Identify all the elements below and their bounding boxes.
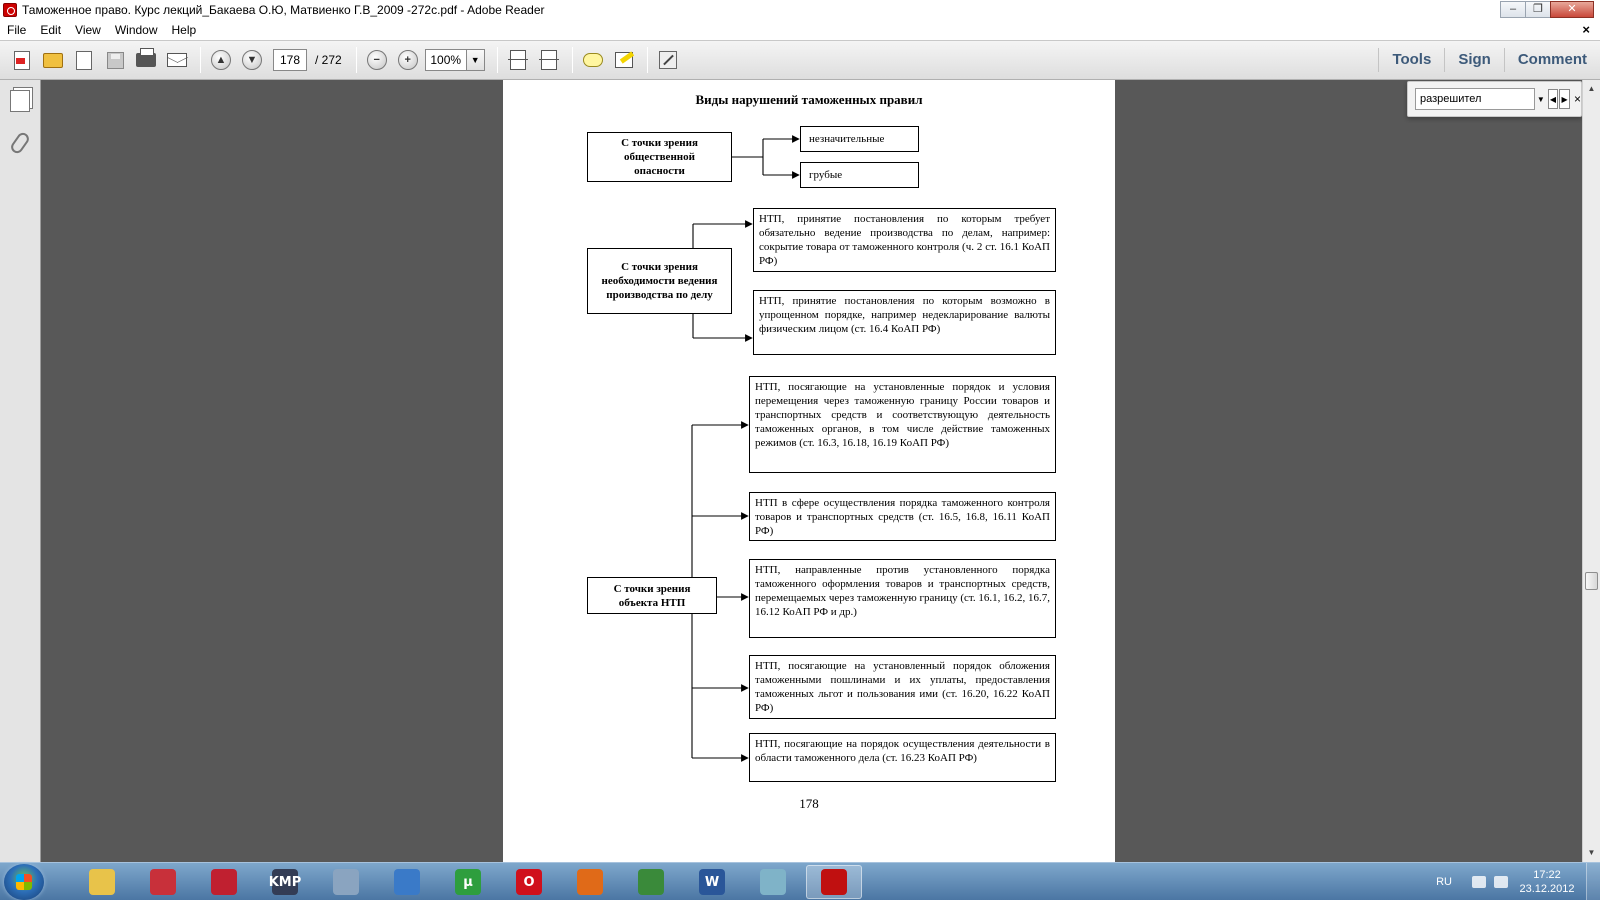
toolbar-separator [647, 47, 648, 73]
find-next-button[interactable]: ▶ [1559, 89, 1570, 109]
open-folder-icon [43, 53, 63, 68]
highlighter-icon [615, 52, 633, 68]
edit-document-icon [76, 51, 92, 70]
arrow-up-icon: ▲ [211, 50, 231, 70]
taskbar [0, 862, 1600, 900]
minimize-button[interactable]: – [1500, 1, 1526, 18]
violation-type-box: НТП, принятие постановления по которым возможно в упрощенном порядке, например недекларирование валюты физическим лицом (ст. 16.4 КоАП РФ) [753, 290, 1056, 355]
scroll-thumb[interactable] [1585, 572, 1598, 590]
violation-type-box: НТП в сфере осуществления порядка таможенного контроля товаров и транспортных средств (ст. 16.5, 16.8, 16.11 КоАП РФ) [749, 492, 1056, 541]
taskbar-windows-explorer[interactable] [74, 865, 130, 899]
scroll-mode-icon [510, 50, 526, 70]
page-count: / 272 [315, 53, 342, 67]
criterion-box: С точки зрения необходимости ведения производства по делу [587, 248, 732, 314]
page-heading: Виды нарушений таможенных правил [695, 92, 923, 107]
create-pdf-icon [14, 51, 30, 70]
toolbar-separator [572, 47, 573, 73]
utorrent-icon: µ [455, 869, 481, 895]
kmplayer-icon: KMP [272, 869, 298, 895]
zoom-level-input[interactable]: 100% [425, 49, 467, 71]
email-button[interactable] [163, 46, 191, 74]
plus-icon: + [398, 50, 418, 70]
find-input[interactable] [1415, 88, 1535, 110]
find-toolbar [1407, 81, 1582, 117]
fit-page-icon [541, 50, 557, 70]
violation-type-box: незначительные [800, 126, 919, 152]
arrow-down-icon: ▼ [242, 50, 262, 70]
start-button[interactable] [4, 864, 44, 900]
sign-pane-button[interactable]: Sign [1444, 48, 1504, 72]
document-viewport [41, 80, 1582, 862]
network-icon[interactable] [1472, 876, 1486, 888]
comment-pane-button[interactable]: Comment [1504, 48, 1600, 72]
open-button[interactable] [39, 46, 67, 74]
windows-explorer-icon [89, 869, 115, 895]
toolbar-separator [200, 47, 201, 73]
scroll-up-arrow[interactable]: ▲ [1587, 84, 1596, 93]
page-number-input[interactable]: 178 [273, 49, 307, 71]
tools-pane-button[interactable]: Tools [1378, 48, 1444, 72]
print-button[interactable] [132, 46, 160, 74]
navigation-pane [0, 80, 41, 862]
taskbar-media-player[interactable] [135, 865, 191, 899]
mail-app-icon [211, 869, 237, 895]
toolbar-separator [497, 47, 498, 73]
toolbar-right-panels [1378, 41, 1600, 79]
violation-type-box: НТП, направленные против установленного порядка таможенного оформления товаров и транспортных средств, перемещаемых через таможенную границу (ст. 16.1, 16.2, 16.7, 16.12 КоАП РФ и др.) [749, 559, 1056, 638]
system-tray [1436, 863, 1600, 900]
window-title: Таможенное право. Курс лекций_Бакаева О.Ю, Матвиенко Г.В_2009 -272c.pdf - Adobe Reader [22, 3, 545, 17]
zoom-dropdown-button[interactable]: ▼ [467, 49, 485, 71]
menu-edit[interactable]: Edit [40, 23, 62, 37]
taskbar-calculator[interactable] [318, 865, 374, 899]
ms-word-icon: W [699, 869, 725, 895]
taskbar-firefox[interactable] [562, 865, 618, 899]
volume-icon[interactable] [1494, 876, 1508, 888]
violation-type-box: НТП, посягающие на установленный порядок обложения таможенными пошлинами и их уплаты, предоставления таможенных льгот и пользования ими (ст. 16.20, 16.22 КоАП РФ) [749, 655, 1056, 719]
toolbar-separator [356, 47, 357, 73]
clock[interactable] [1516, 868, 1578, 896]
sticky-note-button[interactable] [579, 46, 607, 74]
pdf-page [503, 80, 1115, 862]
find-close-button[interactable]: × [1573, 92, 1581, 106]
previous-page-button[interactable] [207, 46, 235, 74]
violation-type-box: грубые [800, 162, 919, 188]
title-bar [0, 0, 1600, 20]
attachments-icon[interactable] [9, 131, 31, 156]
menu-view[interactable]: View [75, 23, 101, 37]
menu-help[interactable]: Help [171, 23, 197, 37]
minus-icon: − [367, 50, 387, 70]
zoom-in-button[interactable] [394, 46, 422, 74]
printer-icon [136, 53, 156, 67]
zoom-out-button[interactable] [363, 46, 391, 74]
page-thumbnails-icon[interactable] [10, 90, 30, 112]
scroll-down-arrow[interactable]: ▼ [1587, 848, 1596, 857]
violation-type-box: НТП, посягающие на установленные порядок и условия перемещения через таможенную границу России товаров и транспортных средств и соответствующую деятельность таможенных органов, в том числе действие таможенных режимов (ст. 16.3, 16.18, 16.19 КоАП РФ) [749, 376, 1056, 473]
expand-icon [659, 51, 677, 69]
adobe-reader-icon [3, 3, 17, 17]
violation-type-box: НТП, посягающие на порядок осуществления деятельности в области таможенного дела (ст. 16.23 КоАП РФ) [749, 733, 1056, 782]
clock-time: 17:22 [1533, 869, 1561, 881]
taskbar-safari[interactable] [379, 865, 435, 899]
find-previous-button[interactable]: ◀ [1548, 89, 1559, 109]
taskbar-kmplayer[interactable] [257, 865, 313, 899]
fit-page-button[interactable] [535, 46, 563, 74]
criterion-box: С точки зрения объекта НТП [587, 577, 717, 614]
scrolling-mode-button[interactable] [504, 46, 532, 74]
clock-date: 23.12.2012 [1519, 883, 1575, 895]
firefox-icon [577, 869, 603, 895]
vertical-scrollbar[interactable] [1582, 80, 1600, 862]
chrome-icon [638, 869, 664, 895]
taskbar-opera[interactable] [501, 865, 557, 899]
create-pdf-button[interactable] [8, 46, 36, 74]
violation-type-box: НТП, принятие постановления по которым требует обязательно ведение производства по делам, например: сокрытие товара от таможенного контроля (ч. 2 ст. 16.1 КоАП РФ) [753, 208, 1056, 272]
highlight-button[interactable] [610, 46, 638, 74]
taskbar-ms-word[interactable] [684, 865, 740, 899]
notepad-icon [760, 869, 786, 895]
main-toolbar [0, 40, 1600, 80]
comment-bubble-icon [583, 53, 603, 67]
edit-pdf-button[interactable] [70, 46, 98, 74]
show-desktop-button[interactable] [1586, 863, 1600, 900]
calculator-icon [333, 869, 359, 895]
safari-icon [394, 869, 420, 895]
close-button[interactable]: ✕ [1550, 1, 1594, 18]
taskbar-notepad[interactable] [745, 865, 801, 899]
menu-window[interactable]: Window [114, 23, 158, 37]
save-icon [107, 52, 124, 69]
taskbar-mail-app[interactable] [196, 865, 252, 899]
taskbar-utorrent[interactable] [440, 865, 496, 899]
taskbar-chrome[interactable] [623, 865, 679, 899]
maximize-button[interactable]: ❐ [1525, 1, 1551, 18]
find-options-dropdown[interactable]: ▼ [1536, 94, 1545, 104]
envelope-icon [167, 53, 187, 67]
opera-icon: O [516, 869, 542, 895]
save-button[interactable] [101, 46, 129, 74]
read-mode-button[interactable] [654, 46, 682, 74]
next-page-button[interactable] [238, 46, 266, 74]
criterion-box: С точки зрения общественной опасности [587, 132, 732, 182]
adobe-reader-icon [821, 869, 847, 895]
window-controls [1501, 1, 1594, 18]
media-player-icon [150, 869, 176, 895]
page-number-footer: 178 [799, 796, 819, 811]
taskbar-adobe-reader[interactable] [806, 865, 862, 899]
menu-bar [0, 20, 1600, 40]
close-document-button[interactable]: × [1582, 22, 1590, 37]
language-indicator[interactable]: RU [1436, 876, 1452, 888]
menu-file[interactable]: File [7, 23, 27, 37]
